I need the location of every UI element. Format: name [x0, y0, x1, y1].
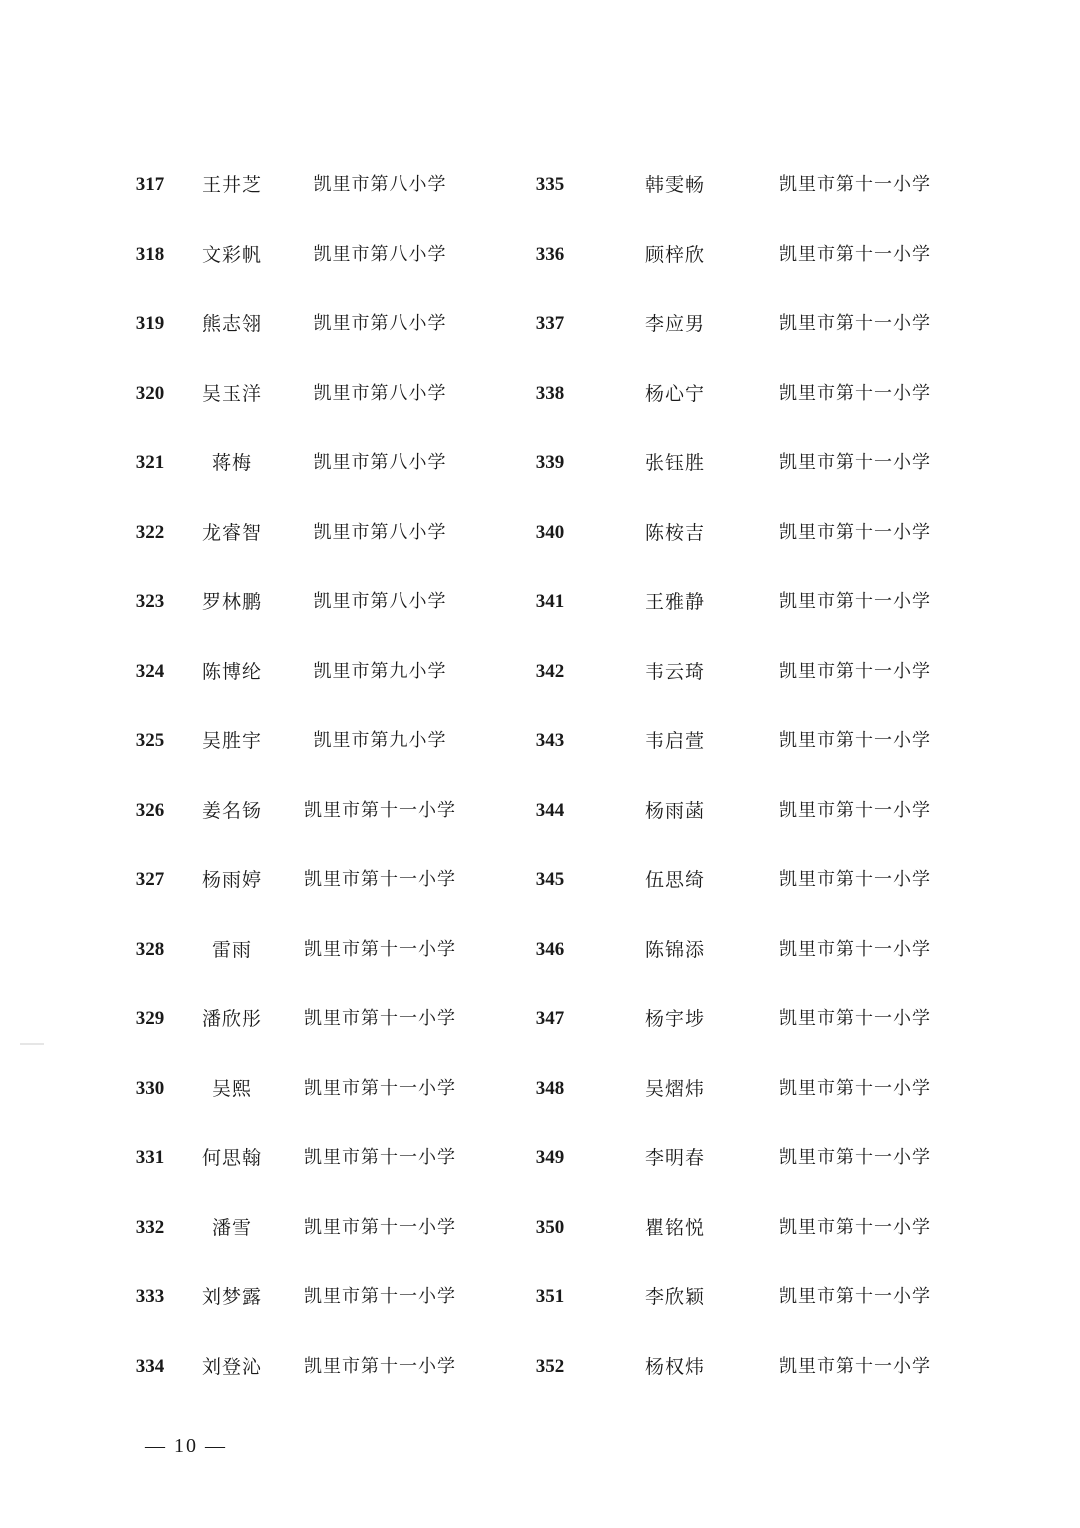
- list-row: [110, 289, 510, 359]
- school-name: 凯里市第九小学: [313, 660, 447, 682]
- school-name: 凯里市第十一小学: [304, 1216, 456, 1238]
- row-number: 330: [135, 1077, 165, 1099]
- row-number: 335: [535, 174, 565, 195]
- list-row: [510, 1262, 970, 1332]
- row-number: 349: [535, 1147, 565, 1168]
- school-name: 凯里市第十一小学: [304, 1008, 456, 1029]
- list-row: [510, 1332, 970, 1402]
- student-name: 杨雨婷: [201, 869, 262, 891]
- list-row: [510, 845, 970, 915]
- school-name: 凯里市第八小学: [313, 313, 447, 334]
- student-name: 潘欣彤: [201, 1008, 262, 1030]
- student-name: 韦云琦: [644, 660, 705, 683]
- row-number: 327: [135, 869, 165, 890]
- list-row: [110, 845, 510, 915]
- list-row: [110, 1262, 510, 1332]
- student-name: 姜名钖: [201, 799, 262, 822]
- row-number: 343: [535, 730, 565, 751]
- school-name: 凯里市第十一小学: [304, 869, 456, 890]
- row-number: 334: [135, 1355, 165, 1377]
- row-number: 331: [135, 1147, 165, 1168]
- row-number: 326: [135, 799, 165, 821]
- student-name: 李应男: [644, 313, 705, 335]
- student-name: 伍思绮: [644, 869, 705, 891]
- student-name: 蒋梅: [211, 452, 252, 474]
- student-name: 瞿铭悦: [644, 1216, 705, 1239]
- row-number: 324: [135, 660, 165, 682]
- list-row: [510, 637, 970, 707]
- school-name: 凯里市第十一小学: [779, 799, 931, 821]
- school-name: 凯里市第八小学: [313, 521, 447, 543]
- left-column-list: [110, 150, 510, 1401]
- student-name: 吴熠炜: [644, 1077, 705, 1100]
- row-number: 317: [135, 174, 165, 195]
- list-row: [110, 428, 510, 498]
- list-row: [510, 776, 970, 846]
- school-name: 凯里市第十一小学: [304, 799, 456, 821]
- right-column-list: [510, 150, 970, 1401]
- list-row: [110, 1332, 510, 1402]
- student-name: 陈桉吉: [644, 521, 705, 544]
- row-number: 328: [135, 938, 165, 960]
- student-name: 李欣颖: [644, 1286, 705, 1308]
- row-number: 322: [135, 521, 165, 543]
- student-name: 张钰胜: [644, 452, 705, 474]
- row-number: 346: [535, 938, 565, 960]
- student-name: 潘雪: [211, 1216, 252, 1239]
- list-row: [510, 428, 970, 498]
- student-name: 陈锦添: [644, 938, 705, 961]
- student-name: 韦启萱: [644, 730, 705, 752]
- list-row: [510, 1193, 970, 1263]
- list-row: [510, 567, 970, 637]
- school-name: 凯里市第十一小学: [779, 1077, 931, 1099]
- list-row: [510, 1123, 970, 1193]
- school-name: 凯里市第十一小学: [779, 1147, 931, 1168]
- student-name: 杨心宁: [644, 382, 705, 405]
- list-row: [110, 1193, 510, 1263]
- list-row: [110, 498, 510, 568]
- student-name: 李明春: [644, 1147, 705, 1169]
- school-name: 凯里市第十一小学: [779, 869, 931, 890]
- list-row: [510, 498, 970, 568]
- student-name: 王雅静: [644, 591, 705, 613]
- row-number: 350: [535, 1216, 565, 1238]
- student-name: 熊志翎: [201, 313, 262, 335]
- row-number: 344: [535, 799, 565, 821]
- school-name: 凯里市第十一小学: [779, 174, 931, 195]
- student-name: 雷雨: [211, 938, 252, 961]
- row-number: 323: [135, 591, 165, 612]
- row-number: 351: [535, 1286, 565, 1307]
- student-name: 龙睿智: [201, 521, 262, 544]
- list-row: [510, 220, 970, 290]
- student-name: 杨权炜: [644, 1355, 705, 1378]
- student-name: 吴玉洋: [201, 382, 262, 405]
- student-name: 杨雨菡: [644, 799, 705, 822]
- list-row: [510, 1054, 970, 1124]
- school-name: 凯里市第八小学: [313, 174, 447, 195]
- school-name: 凯里市第十一小学: [304, 1286, 456, 1307]
- row-number: 318: [135, 243, 165, 265]
- row-number: 348: [535, 1077, 565, 1099]
- list-row: [510, 915, 970, 985]
- list-row: [510, 289, 970, 359]
- list-row: [110, 150, 510, 220]
- row-number: 319: [135, 313, 165, 334]
- list-row: [110, 637, 510, 707]
- school-name: 凯里市第十一小学: [779, 730, 931, 751]
- school-name: 凯里市第九小学: [313, 730, 447, 751]
- school-name: 凯里市第八小学: [313, 452, 447, 473]
- school-name: 凯里市第十一小学: [779, 382, 931, 404]
- list-row: [110, 984, 510, 1054]
- school-name: 凯里市第八小学: [313, 382, 447, 404]
- list-row: [510, 150, 970, 220]
- row-number: 321: [135, 452, 165, 473]
- student-name: 何思翰: [201, 1147, 262, 1169]
- row-number: 341: [535, 591, 565, 612]
- row-number: 336: [535, 243, 565, 265]
- school-name: 凯里市第十一小学: [779, 660, 931, 682]
- student-name: 顾梓欣: [644, 243, 705, 266]
- row-number: 332: [135, 1216, 165, 1238]
- student-name: 刘梦露: [201, 1286, 262, 1308]
- list-row: [110, 1054, 510, 1124]
- list-row: [510, 984, 970, 1054]
- school-name: 凯里市第十一小学: [779, 591, 931, 612]
- school-name: 凯里市第十一小学: [304, 1077, 456, 1099]
- school-name: 凯里市第八小学: [313, 243, 447, 265]
- list-row: [110, 915, 510, 985]
- scan-speck: [20, 1043, 44, 1045]
- student-name: 刘登沁: [201, 1355, 262, 1378]
- page-number: — 10 —: [145, 1435, 227, 1457]
- student-name: 王井芝: [201, 174, 262, 196]
- school-name: 凯里市第十一小学: [779, 243, 931, 265]
- list-row: [510, 706, 970, 776]
- list-row: [510, 359, 970, 429]
- student-name: 文彩帆: [201, 243, 262, 266]
- school-name: 凯里市第十一小学: [779, 313, 931, 334]
- row-number: 325: [135, 730, 165, 751]
- list-row: [110, 359, 510, 429]
- student-name: 韩雯畅: [644, 174, 705, 196]
- school-name: 凯里市第十一小学: [304, 1355, 456, 1377]
- student-name: 吴熙: [211, 1077, 252, 1100]
- list-row: [110, 776, 510, 846]
- school-name: 凯里市第十一小学: [779, 452, 931, 473]
- school-name: 凯里市第八小学: [313, 591, 447, 612]
- row-number: 333: [135, 1286, 165, 1307]
- row-number: 342: [535, 660, 565, 682]
- student-name: 杨宇埗: [644, 1008, 705, 1030]
- row-number: 338: [535, 382, 565, 404]
- school-name: 凯里市第十一小学: [304, 1147, 456, 1168]
- school-name: 凯里市第十一小学: [779, 1008, 931, 1029]
- list-row: [110, 706, 510, 776]
- row-number: 340: [535, 521, 565, 543]
- row-number: 329: [135, 1008, 165, 1029]
- list-row: [110, 220, 510, 290]
- school-name: 凯里市第十一小学: [779, 1355, 931, 1377]
- row-number: 339: [535, 452, 565, 473]
- school-name: 凯里市第十一小学: [779, 521, 931, 543]
- list-row: [110, 1123, 510, 1193]
- row-number: 345: [535, 869, 565, 890]
- row-number: 337: [535, 313, 565, 334]
- student-name: 罗林鹏: [201, 591, 262, 613]
- row-number: 352: [535, 1355, 565, 1377]
- school-name: 凯里市第十一小学: [304, 938, 456, 960]
- row-number: 320: [135, 382, 165, 404]
- student-name: 吴胜宇: [201, 730, 262, 752]
- school-name: 凯里市第十一小学: [779, 1216, 931, 1238]
- student-name: 陈博纶: [201, 660, 262, 683]
- school-name: 凯里市第十一小学: [779, 938, 931, 960]
- school-name: 凯里市第十一小学: [779, 1286, 931, 1307]
- row-number: 347: [535, 1008, 565, 1029]
- list-row: [110, 567, 510, 637]
